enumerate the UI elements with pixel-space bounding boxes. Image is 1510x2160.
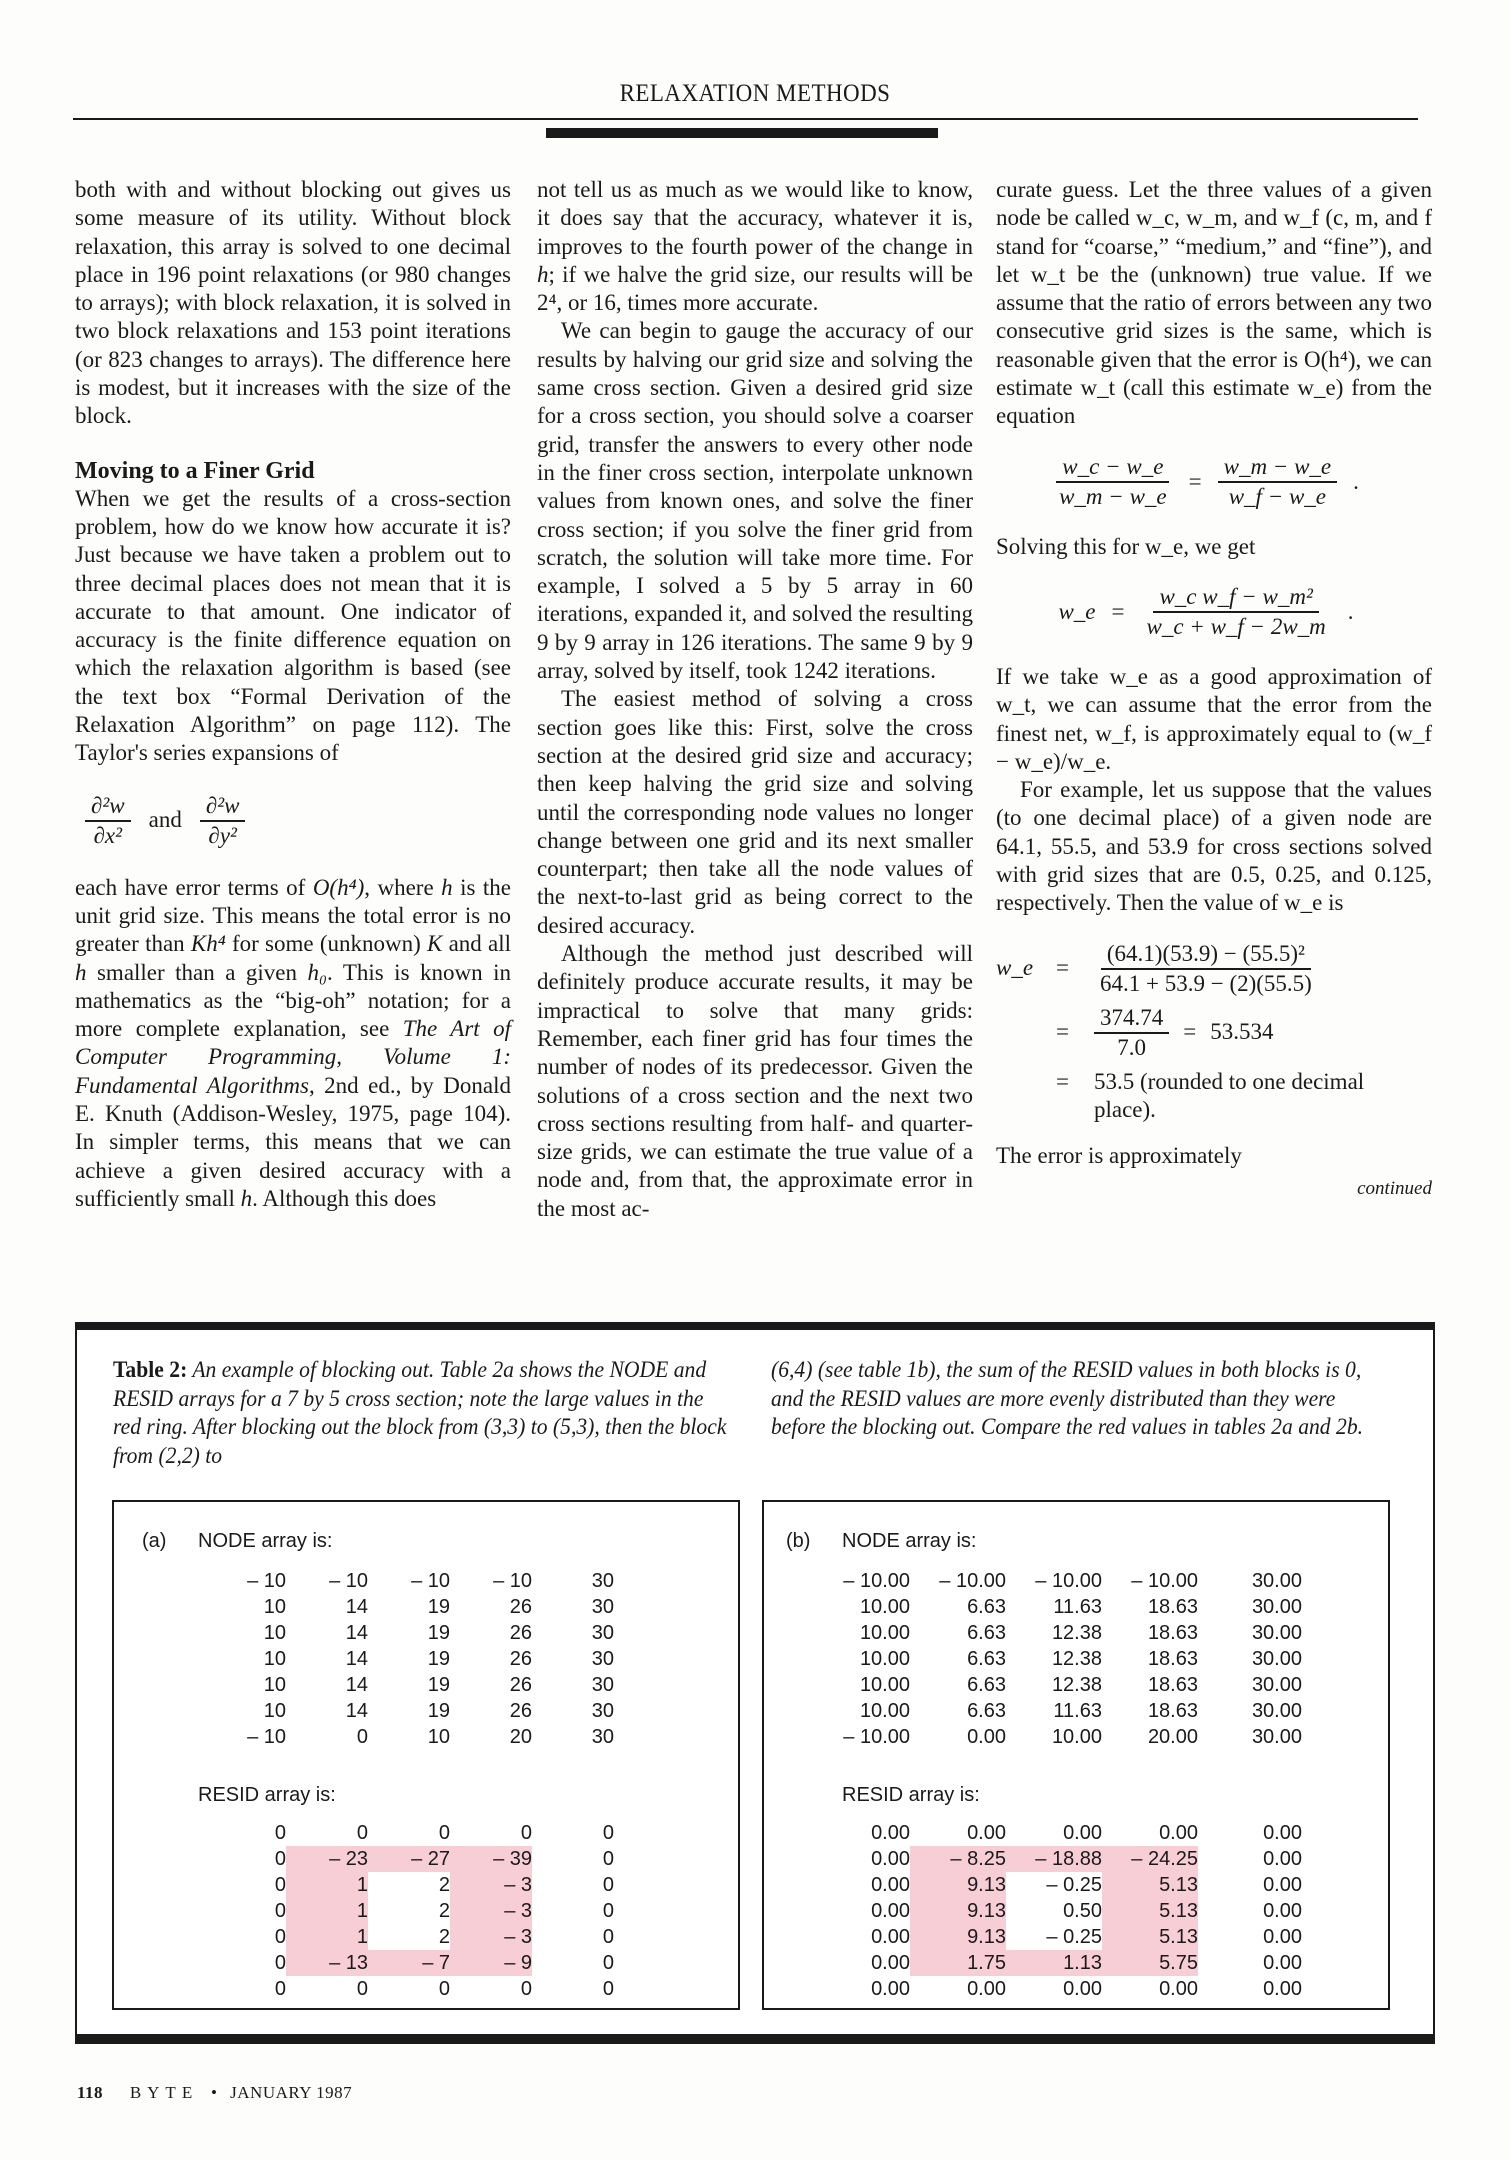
array-row <box>820 1568 1302 1594</box>
array-cell: 30.00 <box>1251 1674 1302 1696</box>
array-cell: – 10 <box>329 1570 368 1592</box>
panel-tag: (a) <box>142 1530 167 1552</box>
array-row <box>820 1724 1302 1750</box>
table-caption-left: Table 2: An example of blocking out. Table 2a shows the NODE and RESID arrays for a 7 by 5 cross section; note the large values in the red ring. After blocking out the block from (3,3) to (5,3), then the block from (2,2) to <box>113 1357 727 1468</box>
array-cell: 0.00 <box>1263 1978 1302 2000</box>
node-array <box>214 1568 614 1750</box>
column-1 <box>75 176 511 1213</box>
array-cell: 0 <box>602 1952 614 1974</box>
array-cell: 30.00 <box>1251 1622 1302 1644</box>
array-cell: 1.13 <box>1006 1950 1102 1976</box>
array-row <box>214 1898 614 1924</box>
array-cell: – 0.25 <box>1046 1926 1102 1948</box>
array-cell: 0 <box>602 1978 614 2000</box>
array-row <box>214 1846 614 1872</box>
array-cell: – 3 <box>450 1898 532 1924</box>
array-cell: 0 <box>274 1952 286 1974</box>
array-cell: – 27 <box>368 1846 450 1872</box>
array-cell: – 10 <box>493 1570 532 1592</box>
table-caption-right: (6,4) (see table 1b), the sum of the RESID values in both blocks is 0, and the RESID values are more evenly distributed than they were before the blocking out. Compare the red values in tables 2a and 2b. <box>771 1357 1364 1439</box>
array-cell: 0.00 <box>1159 1822 1198 1844</box>
array-cell: 2 <box>438 1874 450 1896</box>
array-row <box>214 1672 614 1698</box>
array-cell: 5.75 <box>1102 1950 1198 1976</box>
continued-label: continued <box>1357 1177 1432 1199</box>
table-2 <box>75 1322 1435 2044</box>
array-cell: 10 <box>263 1622 286 1644</box>
array-cell: 5.13 <box>1102 1872 1198 1898</box>
partial-derivatives-formula: $\frac{\text{∂²w}}{\text{∂x²}}$ and $\frac{\text{∂²w}}{\text{∂y²}}$ <box>85 792 511 850</box>
array-cell: 12.38 <box>1051 1622 1102 1644</box>
resid-array <box>214 1820 614 2002</box>
array-cell: 14 <box>345 1596 368 1618</box>
array-cell: – 10.00 <box>843 1726 910 1748</box>
array-cell: 30 <box>591 1570 614 1592</box>
array-cell: 26 <box>509 1622 532 1644</box>
array-cell: 30.00 <box>1251 1648 1302 1670</box>
node-array <box>820 1568 1302 1750</box>
array-cell: 0 <box>438 1822 450 1844</box>
array-cell: 30 <box>591 1648 614 1670</box>
array-cell: – 3 <box>450 1924 532 1950</box>
array-cell: 12.38 <box>1051 1648 1102 1670</box>
paragraph: The easiest method of solving a cross section goes like this: First, solve the cross section at the desired grid size and accuracy; then keep halving the grid size and solving until the corresponding node values no longer change between one grid and its next smaller counterpart; then take all the node values of the next-to-last grid as being correct to the desired accuracy. <box>537 686 973 938</box>
array-row <box>214 1594 614 1620</box>
paragraph: not tell us as much as we would like to know, it does say that the accuracy, whatever it is, improves to the fourth power of the change in h; if we halve the grid size, our results will be 2⁴, or 16, times more accurate. <box>537 177 973 316</box>
array-cell: 1 <box>286 1872 368 1898</box>
node-array-label: NODE array is: <box>842 1530 977 1552</box>
paragraph: each have error terms of O(h⁴), where h is the unit grid size. This means the total error is no greater than Kh⁴ for some (unknown) K and all h smaller than a given h₀. This is known in mathematics as the “big-oh” notation; for a more complete explanation, see The Art of Computer Programming, Volume 1: Fundamental Algorithms, 2nd ed., by Donald E. Knuth (Addison-Wesley, 1975, page 104). In simpler terms, this means that we can achieve a given desired accuracy with a sufficiently small h. Although this does <box>75 874 512 1211</box>
array-cell: – 9 <box>450 1950 532 1976</box>
array-cell: 10.00 <box>859 1648 910 1670</box>
array-cell: 0 <box>602 1822 614 1844</box>
array-row <box>820 1950 1302 1976</box>
array-cell: 0 <box>274 1978 286 2000</box>
section-heading: Moving to a Finer Grid <box>75 457 315 484</box>
array-cell: 0 <box>356 1822 368 1844</box>
array-cell: – 10.00 <box>1131 1570 1198 1592</box>
array-cell: 0 <box>274 1874 286 1896</box>
array-cell: 1.75 <box>910 1950 1006 1976</box>
array-row <box>214 1620 614 1646</box>
array-cell: 20.00 <box>1147 1726 1198 1748</box>
array-cell: 10 <box>427 1726 450 1748</box>
array-cell: 6.63 <box>967 1700 1006 1722</box>
array-cell: 0.00 <box>967 1726 1006 1748</box>
array-cell: 0.00 <box>871 1900 910 1922</box>
array-cell: 0 <box>274 1900 286 1922</box>
array-cell: 30.00 <box>1251 1570 1302 1592</box>
panel-tag: (b) <box>786 1530 811 1552</box>
array-cell: 0 <box>356 1726 368 1748</box>
array-cell: 30 <box>591 1726 614 1748</box>
array-cell: – 10.00 <box>1035 1570 1102 1592</box>
array-cell: 6.63 <box>967 1622 1006 1644</box>
fraction-d2w-dy2: $\frac{\text{∂²w}}{\text{∂y²}}$ <box>200 792 246 850</box>
array-row <box>820 1594 1302 1620</box>
array-row <box>214 1724 614 1750</box>
array-cell: 2 <box>438 1926 450 1948</box>
fraction-d2w-dx2: $\frac{\text{∂²w}}{\text{∂x²}}$ <box>85 792 131 850</box>
paragraph: both with and without blocking out gives us some measure of its utility. Without block relaxation, this array is solved to one decimal place in 196 point relaxations (or 980 changes to arrays); with block relaxation, it is solved in two block relaxations and 153 point iterations (or 823 changes to arrays). The difference here is modest, but it increases with the size of the block. <box>75 177 511 429</box>
array-row <box>820 1872 1302 1898</box>
array-cell: 0 <box>602 1874 614 1896</box>
paragraph: Solving this for w_e, we get <box>996 533 1256 559</box>
array-row <box>214 1568 614 1594</box>
array-cell: – 13 <box>286 1950 368 1976</box>
array-row <box>820 1672 1302 1698</box>
array-row <box>214 1924 614 1950</box>
array-cell: 10 <box>263 1674 286 1696</box>
paragraph: We can begin to gauge the accuracy of our results by halving our grid size and solving the same cross section. Given a desired grid size for a cross section, you should solve a coarser grid, transfer the answers to every other node in the finer cross section, interpolate unknown values from known ones, and solve the finer cross section; if you solve the finer grid from scratch, the solution will take more time. For example, I solved a 5 by 5 array in 60 iterations, expanded it, and solved the resulting 9 by 9 array in 126 iterations. The same 9 by 9 array, solved by itself, took 1242 iterations. <box>537 318 973 684</box>
array-cell: 1 <box>286 1898 368 1924</box>
array-row <box>820 1924 1302 1950</box>
array-cell: 0.00 <box>1263 1900 1302 1922</box>
array-cell: 30.00 <box>1251 1596 1302 1618</box>
array-cell: 0 <box>438 1978 450 2000</box>
array-cell: 10.00 <box>859 1674 910 1696</box>
array-cell: 18.63 <box>1147 1674 1198 1696</box>
array-cell: 0.00 <box>1063 1978 1102 2000</box>
array-cell: – 24.25 <box>1102 1846 1198 1872</box>
array-row <box>214 1976 614 2002</box>
array-cell: 12.38 <box>1051 1674 1102 1696</box>
array-cell: 6.63 <box>967 1596 1006 1618</box>
array-row <box>820 1976 1302 2002</box>
array-cell: – 18.88 <box>1006 1846 1102 1872</box>
header-bar <box>546 128 938 138</box>
array-row <box>820 1646 1302 1672</box>
array-cell: 0 <box>274 1822 286 1844</box>
array-cell: 18.63 <box>1147 1596 1198 1618</box>
array-cell: 0.00 <box>1263 1926 1302 1948</box>
paragraph: The error is approximately <box>996 1143 1242 1169</box>
array-cell: 0.50 <box>1063 1900 1102 1922</box>
array-row <box>820 1846 1302 1872</box>
paragraph: When we get the results of a cross-section problem, how do we know how accurate it is? Just because we have taken a problem out to three decimal places does not mean that it is accurate to that amount. One indicator of accuracy is the finite difference equation on which the relaxation algorithm is based (see the text box “Formal Derivation of the Relaxation Algorithm” on page 112). The Taylor's series expansions of <box>75 485 511 766</box>
header-rule <box>73 118 1418 120</box>
array-cell: 0 <box>356 1978 368 2000</box>
array-cell: 26 <box>509 1674 532 1696</box>
array-row <box>214 1820 614 1846</box>
array-cell: 14 <box>345 1700 368 1722</box>
array-row <box>820 1820 1302 1846</box>
array-cell: – 8.25 <box>910 1846 1006 1872</box>
array-cell: 0.00 <box>871 1848 910 1870</box>
array-cell: 0.00 <box>1263 1952 1302 1974</box>
array-cell: 20 <box>509 1726 532 1748</box>
array-cell: 0.00 <box>967 1822 1006 1844</box>
array-cell: 11.63 <box>1053 1596 1102 1618</box>
array-cell: 0 <box>602 1900 614 1922</box>
array-cell: – 10 <box>247 1570 286 1592</box>
array-cell: 18.63 <box>1147 1700 1198 1722</box>
array-cell: 19 <box>427 1700 450 1722</box>
estimate-equation: w_e = $\frac{\text{w\_c w\_f − w\_m²}}{w\_c + w\_f - 2w\_m}$ . <box>1058 583 1354 639</box>
column-2 <box>537 176 973 1223</box>
array-cell: 14 <box>345 1648 368 1670</box>
array-cell: 0 <box>274 1926 286 1948</box>
array-cell: 30 <box>591 1674 614 1696</box>
array-cell: 0.00 <box>871 1822 910 1844</box>
array-cell: 9.13 <box>910 1872 1006 1898</box>
array-cell: 0.00 <box>871 1874 910 1896</box>
column-3 <box>996 176 1432 1203</box>
array-cell: – 23 <box>286 1846 368 1872</box>
paragraph: If we take w_e as a good approximation of w_t, we can assume that the error from the finest net, w_f, is approximately equal to (w_f − w_e)/w_e. <box>996 663 1432 774</box>
array-row <box>214 1646 614 1672</box>
resid-array-label: RESID array is: <box>198 1784 336 1806</box>
array-cell: 6.63 <box>967 1648 1006 1670</box>
paragraph: For example, let us suppose that the values (to one decimal place) of a given node are 64.1, 55.5, and 53.9 for cross sections solved with grid sizes that are 0.5, 0.25, and 0.125, respectively. Then the value of w_e is <box>996 777 1432 916</box>
error-ratio-equation: $\frac{w\_c - w\_e}{w\_m - w\_e}$ = $\frac{w\_m - w\_e}{w\_f - w\_e}$ . <box>996 453 1432 511</box>
array-cell: 19 <box>427 1648 450 1670</box>
array-cell: 30 <box>591 1622 614 1644</box>
array-row <box>820 1698 1302 1724</box>
array-cell: 10 <box>263 1648 286 1670</box>
array-cell: 0 <box>520 1978 532 2000</box>
array-cell: 6.63 <box>967 1674 1006 1696</box>
array-cell: 26 <box>509 1700 532 1722</box>
array-cell: 0.00 <box>1159 1978 1198 2000</box>
array-cell: 19 <box>427 1674 450 1696</box>
array-cell: 0 <box>602 1848 614 1870</box>
array-cell: 10 <box>263 1700 286 1722</box>
array-row <box>214 1698 614 1724</box>
array-cell: 0 <box>602 1926 614 1948</box>
resid-array-label: RESID array is: <box>842 1784 980 1806</box>
running-head: RELAXATION METHODS <box>619 80 891 107</box>
array-cell: 10.00 <box>1051 1726 1102 1748</box>
worked-example-calculation: w_e = $\frac{\text{(64.1)(53.9) − (55.5)²}}{64.1 + 53.9 - (2)(55.5)}$ = $\frac{374.74}{7.0}$ = 53.534 = 53.5 (rounded to one decimal place). <box>996 940 1365 1122</box>
array-cell: – 39 <box>450 1846 532 1872</box>
array-cell: 0.00 <box>1263 1848 1302 1870</box>
array-cell: 9.13 <box>910 1924 1006 1950</box>
array-cell: – 10 <box>247 1726 286 1748</box>
array-cell: 14 <box>345 1622 368 1644</box>
array-cell: 30 <box>591 1596 614 1618</box>
array-cell: 0.00 <box>871 1978 910 2000</box>
array-cell: 19 <box>427 1622 450 1644</box>
array-cell: 10.00 <box>859 1622 910 1644</box>
array-cell: 5.13 <box>1102 1924 1198 1950</box>
array-cell: 30.00 <box>1251 1700 1302 1722</box>
array-cell: 0.00 <box>871 1952 910 1974</box>
array-cell: 14 <box>345 1674 368 1696</box>
array-cell: 26 <box>509 1648 532 1670</box>
array-cell: 11.63 <box>1053 1700 1102 1722</box>
array-cell: 26 <box>509 1596 532 1618</box>
node-array-label: NODE array is: <box>198 1530 333 1552</box>
array-cell: – 3 <box>450 1872 532 1898</box>
array-cell: 18.63 <box>1147 1622 1198 1644</box>
array-cell: 0.00 <box>1263 1822 1302 1844</box>
array-cell: 10.00 <box>859 1596 910 1618</box>
table-panel-b <box>762 1500 1390 2010</box>
array-cell: – 10 <box>411 1570 450 1592</box>
array-cell: 2 <box>438 1900 450 1922</box>
array-cell: 19 <box>427 1596 450 1618</box>
array-cell: 10.00 <box>859 1700 910 1722</box>
array-cell: 30.00 <box>1251 1726 1302 1748</box>
array-row <box>214 1950 614 1976</box>
resid-array <box>820 1820 1302 2002</box>
array-cell: 0 <box>520 1822 532 1844</box>
magazine-name: BYTE <box>129 2083 199 2102</box>
array-cell: 9.13 <box>910 1898 1006 1924</box>
array-row <box>820 1898 1302 1924</box>
array-cell: 18.63 <box>1147 1648 1198 1670</box>
array-cell: 10 <box>263 1596 286 1618</box>
array-row <box>820 1620 1302 1646</box>
array-cell: 1 <box>286 1924 368 1950</box>
array-cell: – 0.25 <box>1046 1874 1102 1896</box>
array-cell: 5.13 <box>1102 1898 1198 1924</box>
array-cell: – 10.00 <box>843 1570 910 1592</box>
book-title: The Art of Computer Programming, Volume 1: Fundamental Algorithms <box>75 1016 512 1098</box>
array-cell: 0.00 <box>1063 1822 1102 1844</box>
array-cell: 30 <box>591 1700 614 1722</box>
array-cell: – 7 <box>368 1950 450 1976</box>
issue-date: JANUARY 1987 <box>230 2083 353 2102</box>
array-cell: 0 <box>274 1848 286 1870</box>
table-panel-a <box>112 1500 740 2010</box>
array-cell: – 10.00 <box>939 1570 1006 1592</box>
page-footer: 118 BYTE • JANUARY 1987 <box>77 2083 353 2102</box>
array-cell: 0.00 <box>871 1926 910 1948</box>
paragraph: curate guess. Let the three values of a given node be called w_c, w_m, and w_f (c, m, and f stand for “coarse,” “medium,” and “fine”), and let w_t be the (unknown) true value. If we assume that the ratio of errors between any two consecutive grid sizes is the same, which is reasonable given that the error is O(h⁴), we can estimate w_t (call this estimate w_e) from the equation <box>996 177 1432 429</box>
array-row <box>214 1872 614 1898</box>
array-cell: 0.00 <box>967 1978 1006 2000</box>
array-cell: 0.00 <box>1263 1874 1302 1896</box>
page-number: 118 <box>77 2083 104 2102</box>
paragraph: Although the method just described will definitely produce accurate results, it may be impractical to solve that many grids: Remember, each finer grid has four times the number of nodes of its predecessor. Given the solutions of a cross section and the next two cross sections resulting from half- and quarter-size grids, we can estimate the true value of a node and, from that, the approximate error in the most ac- <box>537 941 973 1221</box>
